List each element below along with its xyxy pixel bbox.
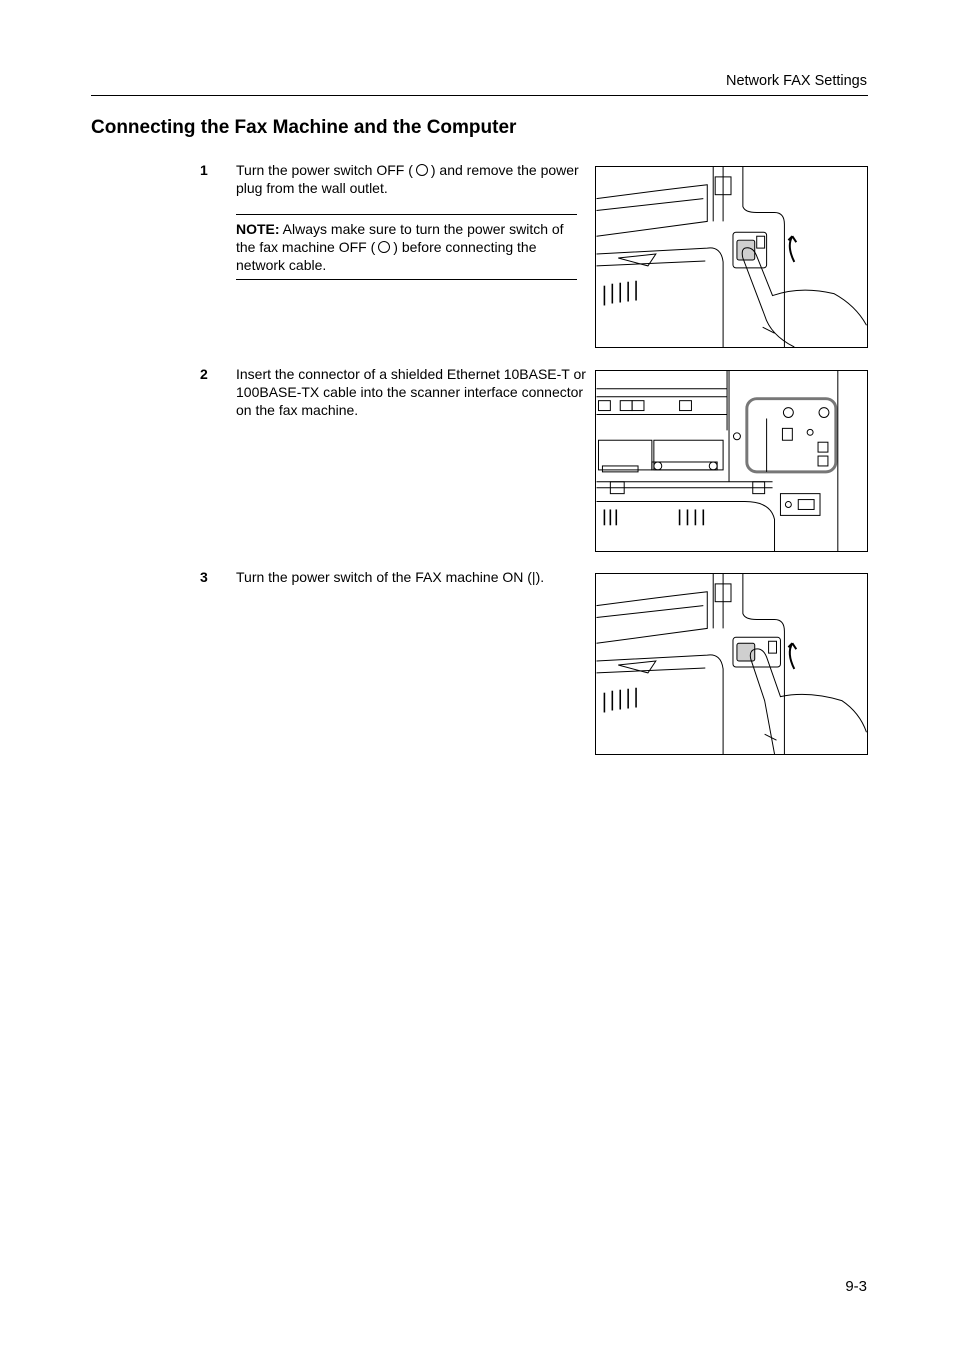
note-text-a: Always make sure to turn the power switch of the fax machine OFF ( xyxy=(236,221,564,255)
section-title: Connecting the Fax Machine and the Computer xyxy=(91,117,517,138)
running-header: Network FAX Settings xyxy=(725,73,867,89)
step-1-number: 1 xyxy=(200,162,208,178)
step-1-text xyxy=(236,161,586,197)
power-switch-off-illustration xyxy=(595,166,868,348)
step-1-text-a: Turn the power switch OFF ( xyxy=(236,162,413,178)
power-off-symbol-icon xyxy=(416,164,428,176)
scanner-interface-connector-illustration xyxy=(595,370,868,552)
step-2-text: Insert the connector of a shielded Ethernet 10BASE-T or 100BASE-TX cable into the scanner interface connector on the fax machine. xyxy=(236,366,586,418)
power-switch-on-illustration xyxy=(595,573,868,755)
note-box xyxy=(236,214,577,280)
header-rule xyxy=(91,95,868,96)
step-2-number: 2 xyxy=(200,366,208,382)
step-3-number: 3 xyxy=(200,569,208,585)
note-text-b: ) before connecting the network cable. xyxy=(236,239,537,273)
page-number: 9-3 xyxy=(845,1278,867,1295)
power-off-symbol-icon xyxy=(378,241,390,253)
note-label: NOTE: xyxy=(236,221,280,237)
step-1-text-b: ) and remove the power plug from the wall outlet. xyxy=(236,162,579,196)
step-3-text: Turn the power switch of the FAX machine ON (|). xyxy=(236,569,545,585)
